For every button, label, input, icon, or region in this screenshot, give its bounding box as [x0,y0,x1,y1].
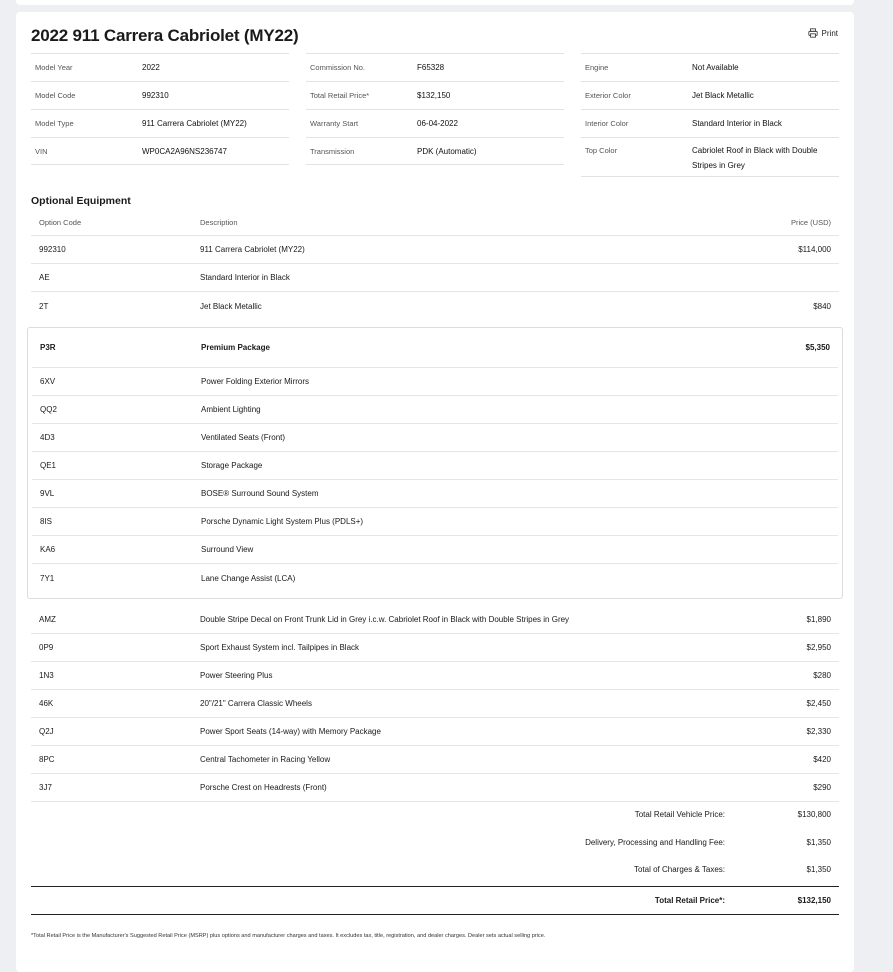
vehicle-sticker-card [16,12,854,972]
price-totals [31,801,839,915]
total-label: Total of Charges & Taxes: [633,865,725,875]
charges-taxes-row [31,856,839,884]
header-price: Price (USD) [790,217,831,227]
spec-label: Model Type [35,119,74,128]
option-description: Ventilated Seats (Front) [201,433,286,442]
spec-row-top-color [581,137,839,177]
package-item-row [32,480,838,508]
option-price: $2,450 [806,699,831,708]
spec-row-model-year [31,53,289,81]
grand-total-row [31,886,839,915]
table-row [31,264,839,292]
total-vehicle-price-row [31,801,839,829]
spec-row-commission-no [306,53,564,81]
spec-label: Commission No. [310,63,366,72]
delivery-fee-row [31,829,839,857]
spec-value: Not Available [692,63,739,72]
spec-label: Interior Color [585,119,629,128]
spec-value: Cabriolet Roof in Black with Double Stripes in Grey [692,146,818,170]
option-code: 0P9 [39,643,54,652]
table-row [31,236,839,264]
package-description: Premium Package [201,343,270,352]
option-description: Power Sport Seats (14-way) with Memory Package [200,727,381,736]
package-item-row [32,564,838,592]
table-header [31,209,839,236]
spec-row-engine [581,53,839,81]
option-description: BOSE® Surround Sound System [201,489,319,498]
total-label: Total Retail Vehicle Price: [634,810,725,820]
package-item-row [32,536,838,564]
spec-label: Model Year [35,63,73,72]
package-item-row [32,396,838,424]
optional-equipment-table [31,209,839,802]
spec-label: Transmission [310,146,355,156]
total-label: Delivery, Processing and Handling Fee: [585,837,725,847]
spec-label: Total Retail Price* [310,91,370,100]
option-code: 7Y1 [40,573,55,583]
table-row [31,746,839,774]
table-row [31,662,839,690]
spec-label: Engine [585,63,609,72]
spec-value: Standard Interior in Black [692,119,782,128]
table-row [31,690,839,718]
package-item-row [32,368,838,396]
option-description: Lane Change Assist (LCA) [201,573,296,583]
total-value: $130,800 [797,810,831,820]
spec-row-warranty-start [306,109,564,137]
table-row [31,718,839,746]
total-value: $1,350 [806,837,831,847]
option-description: Power Steering Plus [200,671,273,680]
package-price: $5,350 [805,343,830,352]
spec-row-model-code [31,81,289,109]
spec-value: 2022 [142,63,160,72]
spec-row-total-retail-price [306,81,564,109]
option-code: AMZ [39,615,56,624]
package-item-row [32,508,838,536]
total-label: Total Retail Price*: [654,895,725,905]
spec-label: Exterior Color [585,91,631,100]
option-code: 992310 [39,245,66,254]
option-description: Sport Exhaust System incl. Tailpipes in Black [200,643,360,652]
option-price: $114,000 [798,245,831,254]
option-description: Standard Interior in Black [200,273,290,282]
spec-value: PDK (Automatic) [417,146,477,156]
spec-value: F65328 [417,63,445,72]
spec-value: 992310 [142,91,169,100]
spec-label: VIN [35,146,48,156]
spec-value: Jet Black Metallic [692,91,754,100]
option-code: 8PC [39,755,55,764]
option-code: Q2J [39,727,54,736]
table-row [31,774,839,802]
package-item-row [32,452,838,480]
option-code: QE1 [40,461,57,470]
spec-row-interior-color [581,109,839,137]
option-code: 46K [39,699,54,708]
optional-equipment-title: Optional Equipment [31,195,131,207]
spec-label: Top Color [585,146,618,155]
option-description: Jet Black Metallic [200,301,262,311]
package-item-row [32,424,838,452]
option-description: Ambient Lighting [201,405,261,414]
spec-value: 911 Carrera Cabriolet (MY22) [142,119,247,128]
spec-value: 06-04-2022 [417,119,458,128]
spec-row-transmission [306,137,564,165]
spec-label: Model Code [35,91,76,100]
header-description: Description [200,217,238,227]
option-code: AE [39,273,50,282]
printer-icon [808,28,818,38]
msrp-footnote: *Total Retail Price is the Manufacturer's Suggested Retail Price (MSRP) plus options and manufacturer charges and taxes. It excludes tax, title, registration, and dealer charges. Dealer sets actual selling price. [31,933,546,939]
option-code: 4D3 [40,433,55,442]
option-price: $2,950 [806,643,831,652]
total-value: $132,150 [797,895,831,905]
specs-column-2 [306,53,564,177]
package-header-row [32,328,838,368]
option-code: 8IS [40,517,53,526]
top-card-edge [16,0,854,5]
print-button[interactable] [808,28,838,38]
option-code: QQ2 [40,405,57,414]
spec-row-vin [31,137,289,165]
header-option-code: Option Code [39,217,82,227]
option-price: $840 [813,301,831,311]
spec-label: Warranty Start [310,119,359,128]
option-price: $280 [813,671,831,680]
option-description: Double Stripe Decal on Front Trunk Lid in Grey i.c.w. Cabriolet Roof in Black with Double Stripes in Grey [200,615,570,624]
option-description: 911 Carrera Cabriolet (MY22) [200,245,305,254]
option-description: Porsche Crest on Headrests (Front) [200,783,327,792]
option-code: 2T [39,301,49,311]
option-price: $420 [813,755,831,764]
total-value: $1,350 [806,865,831,875]
spec-row-exterior-color [581,81,839,109]
option-description: 20"/21" Carrera Classic Wheels [200,699,312,708]
package-code: P3R [40,343,56,352]
table-row [31,292,839,320]
option-code: 1N3 [39,671,54,680]
print-label: Print [821,28,838,38]
spec-row-model-type [31,109,289,137]
option-price: $2,330 [806,727,831,736]
specs-column-1 [31,53,289,177]
page-title: 2022 911 Carrera Cabriolet (MY22) [31,26,299,45]
vehicle-specs [31,53,839,177]
table-row [31,606,839,634]
option-description: Porsche Dynamic Light System Plus (PDLS+) [201,517,364,526]
option-code: 9VL [40,489,55,498]
option-description: Central Tachometer in Racing Yellow [200,755,331,764]
option-description: Surround View [201,545,254,554]
option-description: Storage Package [201,461,263,470]
spec-value: $132,150 [417,91,451,100]
option-code: 6XV [40,377,56,386]
option-code: KA6 [40,545,56,554]
option-price: $290 [813,783,831,792]
premium-package-group [27,327,843,599]
option-code: 3J7 [39,783,52,792]
spec-value: WP0CA2A96NS236747 [142,146,227,156]
specs-column-3 [581,53,839,177]
table-row [31,634,839,662]
option-description: Power Folding Exterior Mirrors [201,377,310,386]
option-price: $1,890 [806,615,831,624]
